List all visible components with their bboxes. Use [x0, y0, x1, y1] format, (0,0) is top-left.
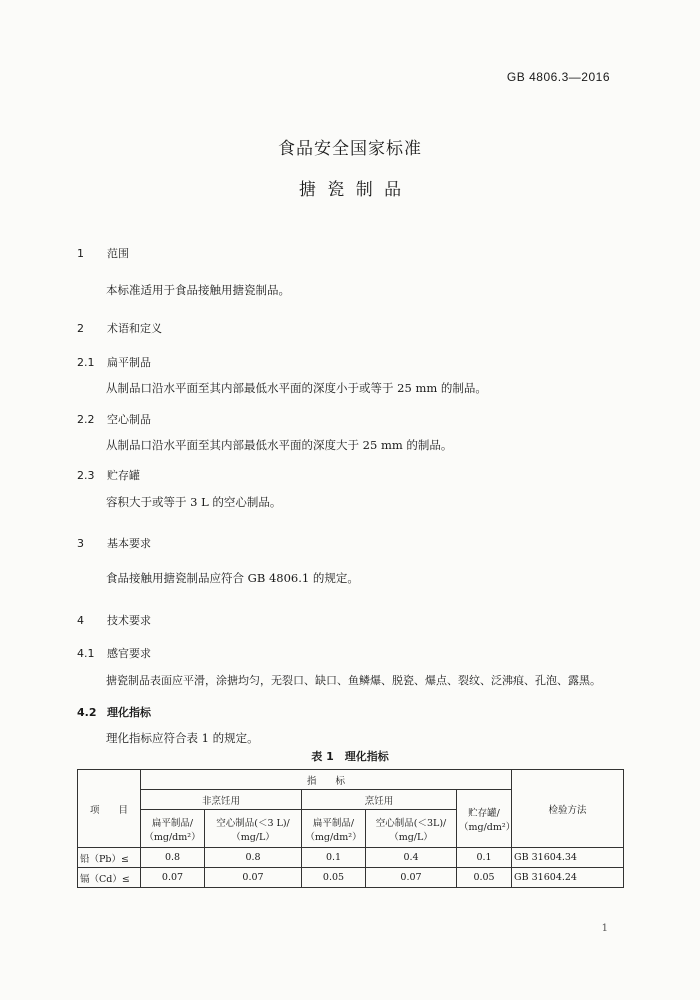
- row-value: 0.1: [457, 848, 512, 868]
- section-4-2-text: 理化指标应符合表 1 的规定。: [106, 731, 259, 745]
- page-number: 1: [601, 923, 608, 934]
- row-value: 0.05: [302, 868, 366, 888]
- section-title: 空心制品: [107, 413, 151, 426]
- header-cook-group: 烹饪用: [302, 790, 457, 810]
- table-row: [78, 848, 624, 868]
- section-title: 技术要求: [107, 614, 151, 627]
- header-hollow-cook: 空心制品(＜3L)/（mg/L）: [366, 810, 457, 848]
- header-noncook-group: 非烹饪用: [141, 790, 302, 810]
- section-number: 1: [77, 247, 84, 260]
- section-2-1-text: 从制品口沿水平面至其内部最低水平面的深度小于或等于 25 mm 的制品。: [106, 381, 487, 395]
- row-method: GB 31604.34: [512, 848, 624, 868]
- section-number: 2.2: [77, 413, 95, 426]
- section-2-3-text: 容积大于或等于 3 L 的空心制品。: [106, 495, 282, 509]
- row-item: 铅（Pb）≤: [78, 848, 141, 868]
- header-method: 检验方法: [512, 770, 624, 848]
- header-flat-cook: 扁平制品/（mg/dm²）: [302, 810, 366, 848]
- section-number: 4: [77, 614, 84, 627]
- row-value: 0.07: [366, 868, 457, 888]
- section-1-text: 本标准适用于食品接触用搪瓷制品。: [106, 283, 290, 297]
- row-value: 0.07: [141, 868, 205, 888]
- row-value: 0.4: [366, 848, 457, 868]
- section-3-text: 食品接触用搪瓷制品应符合 GB 4806.1 的规定。: [106, 571, 359, 585]
- row-item: 镉（Cd）≤: [78, 868, 141, 888]
- section-title: 扁平制品: [107, 356, 151, 369]
- row-value: 0.05: [457, 868, 512, 888]
- section-number: 2.3: [77, 469, 95, 482]
- physicochemical-table: [77, 769, 624, 888]
- section-title: 术语和定义: [107, 322, 162, 335]
- section-number: 4.1: [77, 647, 95, 660]
- section-4-heading: [77, 612, 151, 628]
- section-number: 2.1: [77, 356, 95, 369]
- header-storage: 贮存罐/（mg/dm²）: [457, 790, 512, 848]
- section-title: 范围: [107, 247, 129, 260]
- section-4-1-text: 搪瓷制品表面应平滑，涂搪均匀，无裂口、缺口、鱼鳞爆、脱瓷、爆点、裂纹、泛沸痕、孔泡、露黑。: [106, 674, 601, 687]
- section-4-1-heading: [77, 645, 151, 661]
- section-number: 4.2: [77, 706, 97, 719]
- section-number: 2: [77, 322, 84, 335]
- header-index-group: 指 标: [141, 770, 512, 790]
- section-title: 感官要求: [107, 647, 151, 660]
- section-3-heading: [77, 535, 151, 551]
- section-title: 基本要求: [107, 537, 151, 550]
- section-number: 3: [77, 537, 84, 550]
- document-subtitle: 搪 瓷 制 品: [298, 180, 402, 200]
- table-caption: 表 1 理化指标: [311, 750, 389, 763]
- header-item: 项 目: [78, 770, 141, 848]
- section-1-heading: [77, 245, 129, 261]
- row-value: 0.1: [302, 848, 366, 868]
- header-hollow-noncook: 空心制品(＜3 L)/（mg/L）: [205, 810, 302, 848]
- section-2-3-heading: [77, 467, 140, 483]
- section-2-2-heading: [77, 411, 151, 427]
- document-title: 食品安全国家标准: [278, 139, 422, 159]
- section-2-2-text: 从制品口沿水平面至其内部最低水平面的深度大于 25 mm 的制品。: [106, 438, 453, 452]
- section-4-2-heading: [77, 704, 151, 720]
- section-2-1-heading: [77, 354, 151, 370]
- standard-code: GB 4806.3—2016: [506, 70, 610, 84]
- table-row: [78, 868, 624, 888]
- row-value: 0.07: [205, 868, 302, 888]
- section-title: 理化指标: [107, 706, 151, 719]
- section-2-heading: [77, 320, 162, 336]
- section-title: 贮存罐: [107, 469, 140, 482]
- row-method: GB 31604.24: [512, 868, 624, 888]
- row-value: 0.8: [141, 848, 205, 868]
- header-flat-noncook: 扁平制品/（mg/dm²）: [141, 810, 205, 848]
- row-value: 0.8: [205, 848, 302, 868]
